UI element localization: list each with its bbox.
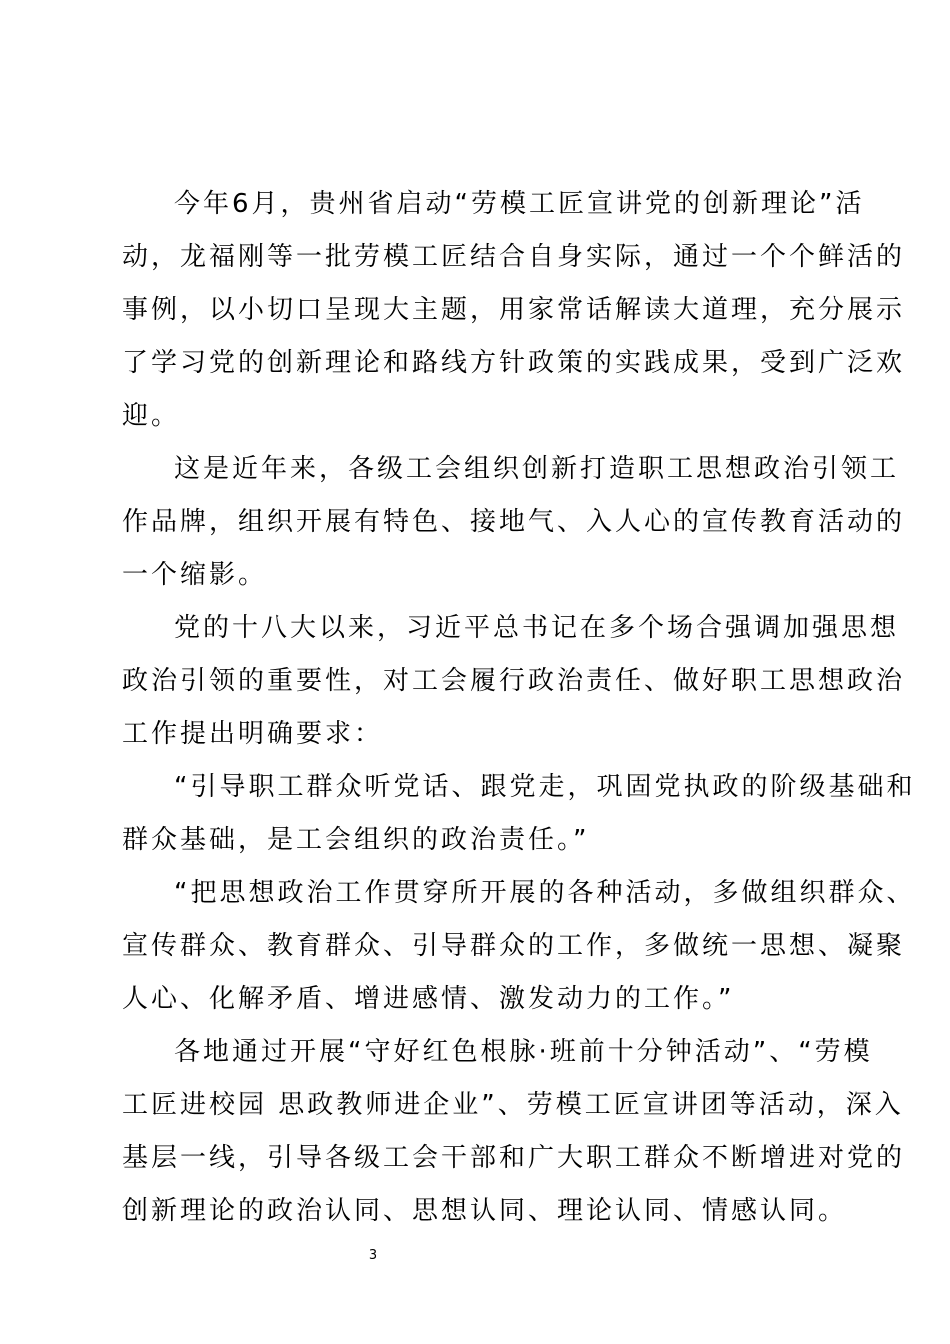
quote-1-line-2: 群众基础，是工会组织的政治责任。”	[122, 825, 590, 855]
paragraph-4-line-4: 创新理论的政治认同、思想认同、理论认同、情感认同。	[122, 1196, 848, 1226]
paragraph-1-line-5: 迎。	[122, 401, 181, 431]
paragraph-1-line-3: 事例，以小切口呈现大主题，用家常话解读大道理，充分展示	[122, 295, 906, 325]
quote-1-line-1: “引导职工群众听党话、跟党走，巩固党执政的阶级基础和	[174, 772, 916, 802]
paragraph-1-line-4: 了学习党的创新理论和路线方针政策的实践成果，受到广泛欢	[122, 348, 906, 378]
paragraph-4-line-1: 各地通过开展“守好红色根脉·班前十分钟活动”、“劳模	[174, 1037, 873, 1067]
paragraph-3-line-1: 党的十八大以来，习近平总书记在多个场合强调加强思想	[174, 613, 900, 643]
paragraph-2-line-1: 这是近年来，各级工会组织创新打造职工思想政治引领工	[174, 454, 900, 484]
paragraph-1-line-1: 今年6月，贵州省启动“劳模工匠宣讲党的创新理论”活	[174, 189, 865, 219]
paragraph-2-line-2: 作品牌，组织开展有特色、接地气、入人心的宣传教育活动的	[122, 507, 906, 537]
paragraph-3-line-3: 工作提出明确要求：	[122, 719, 384, 749]
paragraph-2-line-3: 一个缩影。	[122, 560, 268, 590]
paragraph-3-line-2: 政治引领的重要性，对工会履行政治责任、做好职工思想政治	[122, 666, 906, 696]
paragraph-4-line-3: 基层一线，引导各级工会干部和广大职工群众不断增进对党的	[122, 1143, 906, 1173]
quote-2-line-2: 宣传群众、教育群众、引导群众的工作，多做统一思想、凝聚	[122, 931, 906, 961]
quote-2-line-1: “把思想政治工作贯穿所开展的各种活动，多做组织群众、	[174, 878, 916, 908]
paragraph-4-line-2: 工匠进校园 思政教师进企业”、劳模工匠宣讲团等活动，深入	[122, 1090, 904, 1120]
page-number: 3	[368, 1248, 378, 1263]
quote-2-line-3: 人心、化解矛盾、增进感情、激发动力的工作。”	[122, 984, 735, 1014]
paragraph-1-line-2: 动，龙福刚等一批劳模工匠结合自身实际，通过一个个鲜活的	[122, 242, 906, 272]
